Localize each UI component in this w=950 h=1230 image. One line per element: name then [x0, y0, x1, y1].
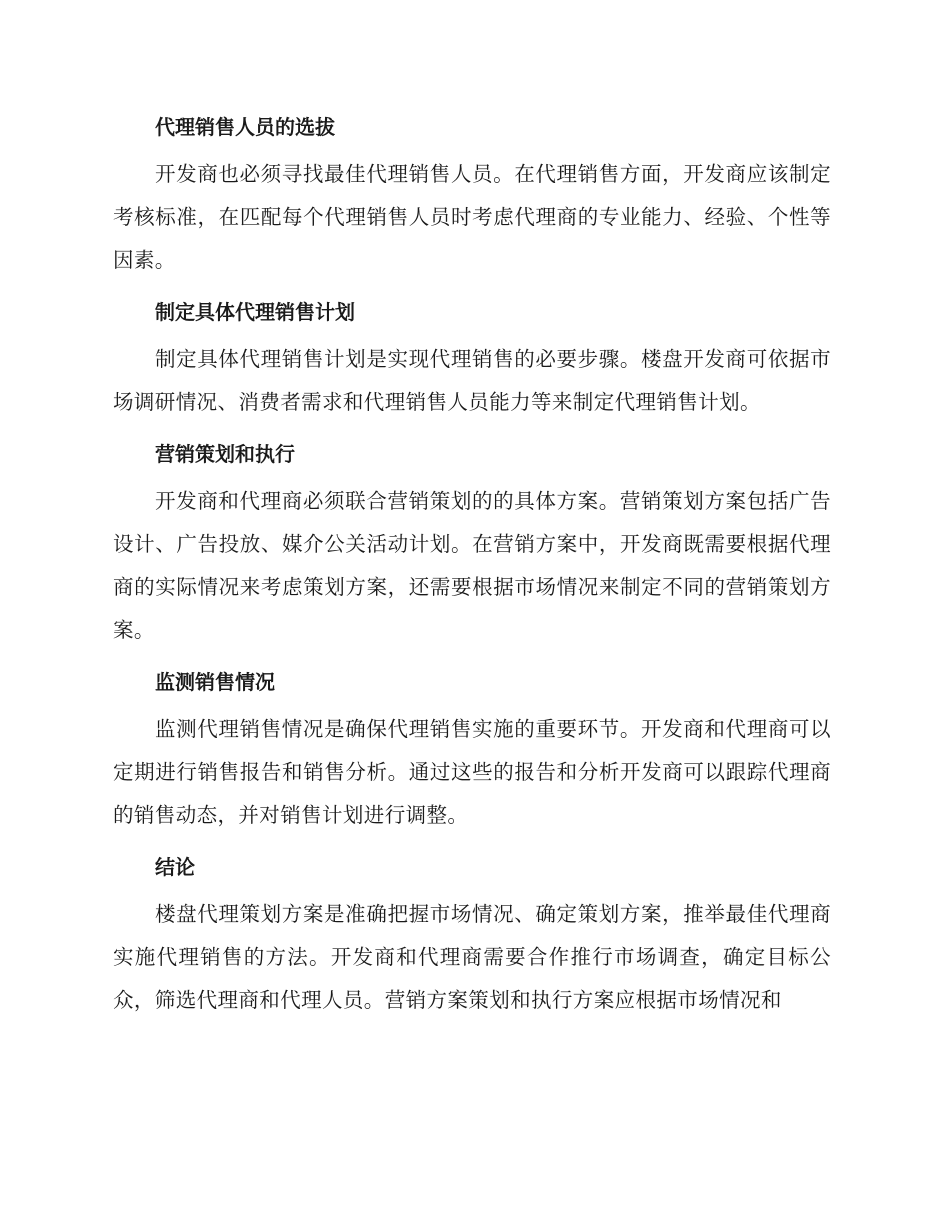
section-heading-conclusion: 结论	[155, 855, 195, 879]
section-heading-sales-plan: 制定具体代理销售计划	[155, 300, 355, 324]
section-paragraph-sales-plan: 制定具体代理销售计划是实现代理销售的必要步骤。楼盘开发商可依据市场调研情况、消费者需求和代理销售人员能力等来制定代理销售计划。	[113, 347, 831, 414]
section-heading-agent-selection: 代理销售人员的选拔	[155, 115, 335, 139]
section-paragraph-agent-selection: 开发商也必须寻找最佳代理销售人员。在代理销售方面，开发商应该制定考核标准，在匹配每个代理销售人员时考虑代理商的专业能力、经验、个性等因素。	[113, 162, 831, 272]
section-heading-marketing: 营销策划和执行	[155, 442, 295, 466]
section-paragraph-conclusion: 楼盘代理策划方案是准确把握市场情况、确定策划方案，推举最佳代理商实施代理销售的方法。开发商和代理商需要合作推行市场调查，确定目标公众，筛选代理商和代理人员。营销方案策划和执行方案应根据市场情况和	[113, 902, 831, 1012]
section-paragraph-monitoring: 监测代理销售情况是确保代理销售实施的重要环节。开发商和代理商可以定期进行销售报告和销售分析。通过这些的报告和分析开发商可以跟踪代理商的销售动态，并对销售计划进行调整。	[113, 717, 831, 827]
document-page	[113, 105, 831, 1030]
section-paragraph-marketing: 开发商和代理商必须联合营销策划的的具体方案。营销策划方案包括广告设计、广告投放、媒介公关活动计划。在营销方案中，开发商既需要根据代理商的实际情况来考虑策划方案，还需要根据市场情况来制定不同的营销策划方案。	[113, 489, 831, 642]
section-heading-monitoring: 监测销售情况	[155, 670, 275, 694]
